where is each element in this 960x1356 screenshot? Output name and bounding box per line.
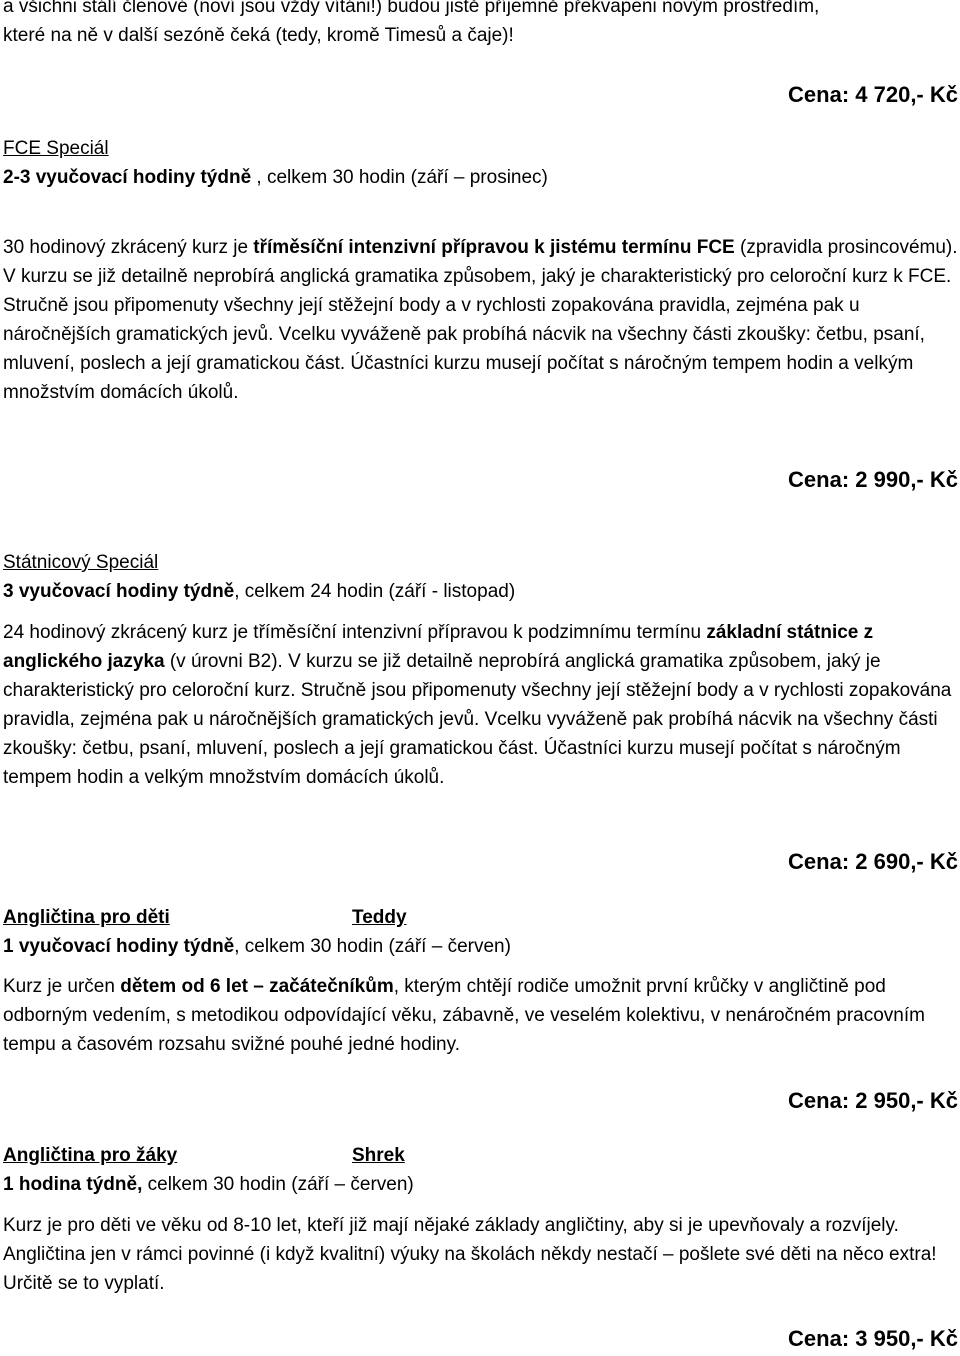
- price-zaci: Cena: 2 950,- Kč: [788, 1088, 958, 1113]
- intro-line-1: a všichni stálí členové (noví jsou vždy vítáni!) budou jistě příjemně překvapeni novým prostředím,: [3, 0, 820, 17]
- price-statnice: Cena: 2 990,- Kč: [788, 467, 958, 492]
- fce-hours-bold: 2-3 vyučovací hodiny týdně: [3, 167, 252, 188]
- fce-description: [3, 233, 958, 407]
- statnice-desc-bold: základní státnice z anglického jazyka: [3, 622, 874, 672]
- deti-book: Teddy: [352, 907, 407, 928]
- price-deti: Cena: 2 690,- Kč: [788, 849, 958, 874]
- statnice-hours-bold: 3 vyučovací hodiny týdně: [3, 581, 235, 602]
- zaci-book: Shrek: [352, 1145, 405, 1166]
- fce-hours-rest: , celkem 30 hodin (září – prosinec): [251, 167, 548, 188]
- statnice-hours-rest: , celkem 24 hodin (září - listopad): [234, 581, 516, 602]
- price-zaci-2: Cena: 3 950,- Kč: [788, 1326, 958, 1351]
- deti-title: Angličtina pro děti: [3, 907, 170, 928]
- deti-description: [3, 972, 958, 1059]
- fce-desc-part-2: (zpravidla prosincovému). V kurzu se již detailně neprobírá anglická gramatika způsobem, jaký je charakteristický pro celoroční kurz k FCE. Stručně jsou připomenuty všechny její stěžejní body a v rychlosti zopakována pravidla, zejména pak u náročnějších gramatických jevů. Vcelku vyváženě pak probíhá nácvik na všechny části zkoušky: četbu, psaní, mluvení, poslech a její gramatickou část. Účastníci kurzu musejí počítat s náročným tempem hodin a velkým množstvím domácích úkolů.: [3, 237, 958, 403]
- fce-desc-bold: tříměsíční intenzivní přípravou k jistému termínu FCE: [253, 237, 735, 258]
- statnice-desc-part-2: (v úrovni B2). V kurzu se již detailně neprobírá anglická gramatika způsobem, jaký je charakteristický pro celoroční kurz. Stručně jsou připomenuty všechny její stěžejní body a v rychlosti zopakována pravidla, zejména pak u náročnějších gramatických jevů. Vcelku vyváženě pak probíhá nácvik na všechny části zkoušky: četbu, psaní, mluvení, poslech a její gramatickou část. Účastníci kurzu musejí počítat s náročným tempem hodin a velkým množstvím domácích úkolů.: [3, 651, 952, 788]
- deti-hours-bold: 1 vyučovací hodiny týdně: [3, 936, 235, 957]
- deti-header: [3, 903, 958, 961]
- deti-hours-rest: , celkem 30 hodin (září – červen): [234, 936, 511, 957]
- deti-desc-part-1: Kurz je určen: [3, 976, 121, 997]
- deti-desc-bold: dětem od 6 let – začátečníkům: [120, 976, 394, 997]
- statnice-title: Státnicový Speciál: [3, 552, 159, 573]
- statnice-header: [3, 548, 958, 606]
- deti-desc-part-2: , kterým chtějí rodiče umožnit první krůčky v angličtině pod odborným vedením, s metodikou odpovídající věku, zábavně, ve veselém kolektivu, v nenáročném pracovním tempu a časovém rozsahu svižné pouhé jedné hodiny.: [3, 976, 925, 1055]
- statnice-desc-part-1: 24 hodinový zkrácený kurz je tříměsíční intenzivní přípravou k podzimnímu termínu: [3, 622, 707, 643]
- zaci-header: [3, 1141, 958, 1199]
- price-fce: Cena: 4 720,- Kč: [788, 82, 958, 107]
- intro-paragraph: [3, 0, 958, 50]
- fce-desc-part-1: 30 hodinový zkrácený kurz je: [3, 237, 254, 258]
- fce-title: FCE Speciál: [3, 138, 109, 159]
- fce-header: [3, 134, 958, 192]
- intro-line-2: které na ně v další sezóně čeká (tedy, kromě Timesů a čaje)!: [3, 25, 514, 46]
- statnice-description: [3, 618, 958, 792]
- zaci-hours-bold: 1 hodina týdně,: [3, 1174, 143, 1195]
- zaci-description: Kurz je pro děti ve věku od 8-10 let, kteří již mají nějaké základy angličtiny, aby si je upevňovaly a rozvíjely. Angličtina jen v rámci povinné (i když kvalitní) výuky na školách někdy nestačí – pošlete své děti na něco extra! Určitě se to vyplatí.: [3, 1215, 937, 1294]
- zaci-hours-rest: celkem 30 hodin (září – červen): [142, 1174, 414, 1195]
- zaci-title: Angličtina pro žáky: [3, 1145, 178, 1166]
